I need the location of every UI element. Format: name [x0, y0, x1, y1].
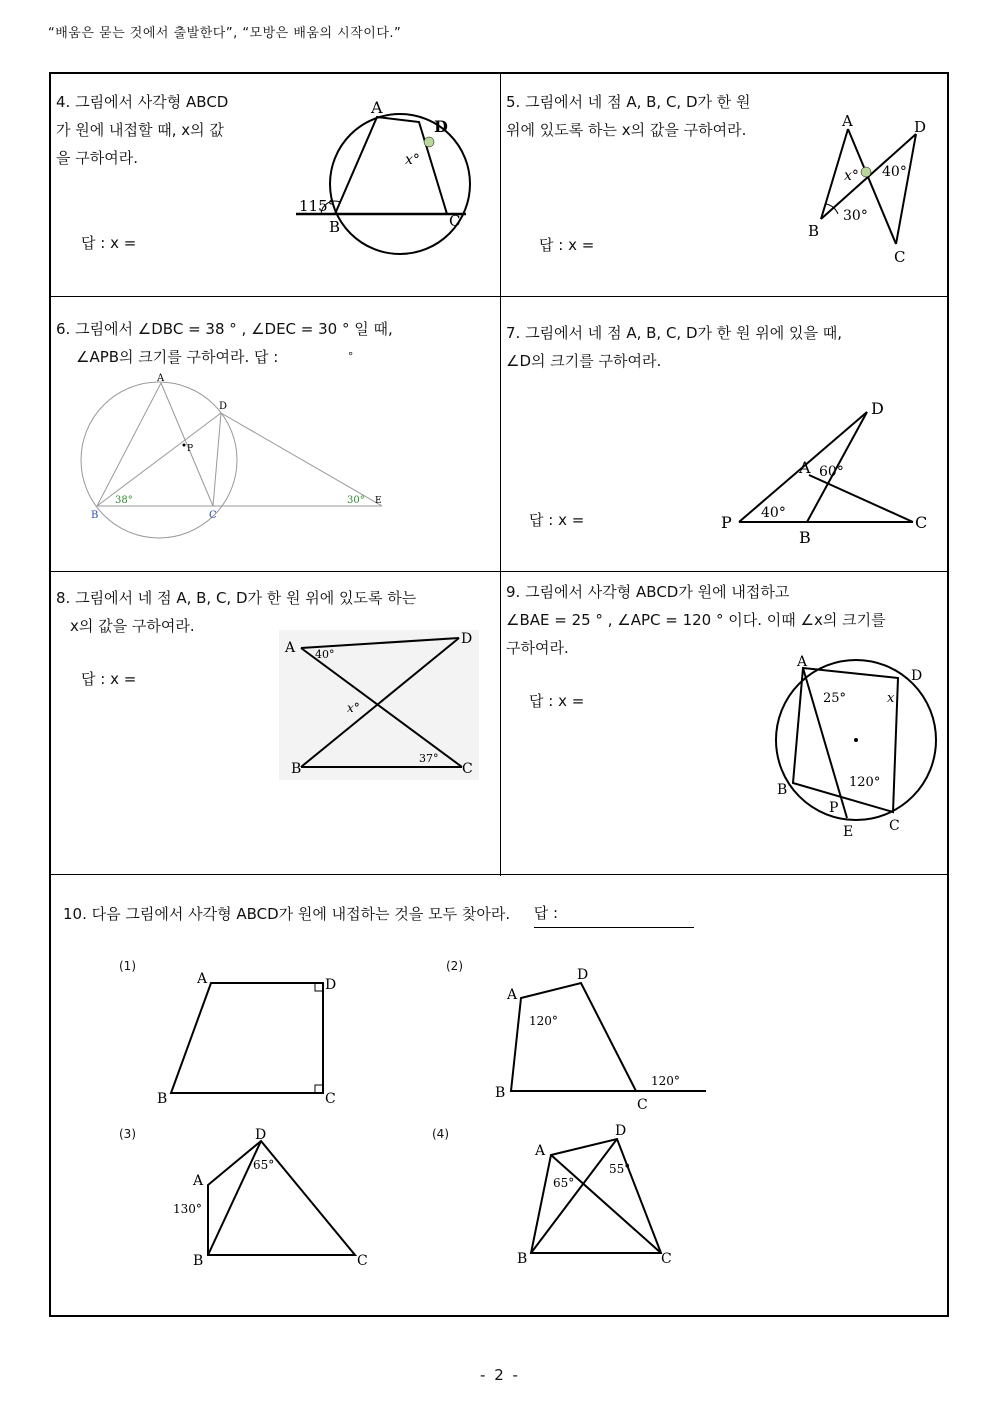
q8-figure — [279, 630, 479, 780]
q10-fig4-B: B — [517, 1251, 528, 1267]
q5-angle-30: 30° — [843, 208, 868, 224]
q10-fig2-angle2: 120° — [651, 1074, 680, 1088]
q10-question: 10. 다음 그림에서 사각형 ABCD가 원에 내접하는 것을 모두 찾아라. — [63, 905, 511, 923]
q10-fig1-C: C — [325, 1091, 336, 1107]
q10-fig4-A: A — [535, 1143, 546, 1159]
q8-label-C: C — [462, 761, 473, 777]
q10-fig2 — [491, 963, 731, 1113]
q5-label-D: D — [914, 118, 927, 136]
q8-label-A: A — [285, 640, 296, 656]
question-8 — [51, 572, 500, 874]
q10-fig2-num: (2) — [446, 959, 463, 973]
q9-line2: ∠BAE = 25 ° , ∠APC = 120 ° 이다. 이때 ∠x의 크기를 — [506, 611, 886, 629]
q10-fig2-D: D — [577, 967, 589, 983]
q6-label-P: P — [187, 444, 194, 454]
q7-line2: ∠D의 크기를 구하여라. — [506, 352, 662, 370]
q6-label-A: A — [157, 373, 165, 384]
q7-label-P: P — [721, 513, 732, 532]
q9-line3: 구하여라. — [506, 639, 569, 657]
q4-line3: 을 구하여라. — [56, 149, 138, 167]
q9-answer: 답 : x = — [529, 692, 585, 710]
q10-fig3-num: (3) — [119, 1127, 136, 1141]
question-7 — [501, 297, 947, 571]
q5-figure — [806, 114, 946, 264]
q7-label-C: C — [915, 513, 928, 532]
q7-label-D: D — [871, 399, 884, 418]
q4-line2: 가 원에 내접할 때, x의 값 — [56, 121, 224, 139]
q8-line2: x의 값을 구하여라. — [70, 617, 195, 635]
q4-label-A: A — [371, 98, 383, 117]
q7-label-B: B — [799, 528, 811, 547]
q8-answer: 답 : x = — [81, 670, 137, 688]
q10-fig1-num: (1) — [119, 959, 136, 973]
q8-angle-x: x° — [347, 701, 360, 715]
q10-fig3-C: C — [357, 1253, 368, 1269]
question-10 — [51, 875, 947, 1317]
q10-fig2-angle1: 120° — [529, 1014, 558, 1028]
q4-line1: 4. 그림에서 사각형 ABCD — [56, 93, 229, 111]
q6-degree: ° — [347, 350, 354, 363]
q8-line1: 8. 그림에서 네 점 A, B, C, D가 한 원 위에 있도록 하는 — [56, 589, 417, 607]
q10-fig3-B: B — [193, 1253, 204, 1269]
q5-label-A: A — [842, 112, 853, 130]
q7-answer: 답 : x = — [529, 511, 585, 529]
q5-label-B: B — [808, 222, 820, 240]
q9-label-P: P — [829, 800, 839, 816]
q8-label-B: B — [291, 761, 302, 777]
q10-fig3-D: D — [255, 1127, 267, 1143]
question-6 — [51, 297, 500, 571]
question-5 — [501, 74, 947, 296]
q4-label-C: C — [449, 212, 461, 230]
q8-label-D: D — [461, 631, 473, 647]
q5-answer: 답 : x = — [539, 236, 595, 254]
q10-fig3-A: A — [193, 1173, 204, 1189]
q6-angle-38: 38° — [115, 495, 133, 506]
q5-angle-x: x° — [844, 168, 859, 184]
q10-fig4 — [511, 1125, 731, 1285]
q7-angle-60: 60° — [819, 464, 844, 480]
q4-label-B: B — [329, 218, 341, 236]
q10-fig2-A: A — [507, 987, 518, 1003]
q10-fig1 — [151, 965, 371, 1115]
q6-label-B: B — [91, 510, 99, 521]
q9-figure — [761, 654, 961, 840]
q9-line1: 9. 그림에서 사각형 ABCD가 원에 내접하고 — [506, 583, 790, 601]
q10-fig4-angle2: 55° — [609, 1162, 631, 1176]
header-quote: “배움은 묻는 것에서 출발한다”, “모방은 배움의 시작이다.” — [48, 26, 402, 41]
q10-fig4-C: C — [661, 1251, 672, 1267]
q6-line2: ∠APB의 크기를 구하여라. 답 : — [76, 348, 279, 366]
q10-fig3-angle2: 65° — [253, 1158, 275, 1172]
q6-label-C: C — [209, 510, 217, 521]
q5-label-C: C — [894, 248, 906, 266]
q10-fig1-D: D — [325, 977, 337, 993]
q9-angle-120: 120° — [849, 775, 881, 790]
q7-angle-40: 40° — [761, 505, 786, 521]
q6-angle-30: 30° — [347, 495, 365, 506]
q6-label-E: E — [375, 496, 382, 506]
question-9 — [501, 572, 947, 874]
q10-fig4-num: (4) — [432, 1127, 449, 1141]
q7-figure — [721, 397, 941, 547]
q4-figure — [291, 84, 491, 264]
q9-label-A: A — [797, 654, 808, 670]
q6-figure — [79, 373, 399, 535]
q9-angle-25: 25° — [823, 691, 847, 706]
q10-answer: 답 : — [533, 904, 558, 922]
q7-line1: 7. 그림에서 네 점 A, B, C, D가 한 원 위에 있을 때, — [506, 324, 843, 342]
question-4 — [51, 74, 500, 296]
q4-answer: 답 : x = — [81, 234, 137, 252]
q10-fig3 — [173, 1127, 403, 1277]
q5-line1: 5. 그림에서 네 점 A, B, C, D가 한 원 — [506, 93, 751, 111]
q10-answer-blank — [534, 899, 694, 928]
q10-fig1-B: B — [157, 1091, 168, 1107]
page-number: - 2 - — [480, 1366, 520, 1384]
q10-fig2-B: B — [495, 1085, 506, 1101]
q10-fig1-A: A — [197, 971, 208, 987]
q10-fig4-angle1: 65° — [553, 1176, 575, 1190]
q5-angle-40: 40° — [882, 164, 907, 180]
q9-label-E: E — [843, 824, 854, 840]
q10-fig2-C: C — [637, 1097, 648, 1113]
q8-angle-40: 40° — [315, 648, 335, 661]
q10-fig3-angle1: 130° — [173, 1202, 202, 1216]
q9-label-D: D — [911, 668, 923, 684]
q6-line1: 6. 그림에서 ∠DBC = 38 ° , ∠DEC = 30 ° 일 때, — [56, 320, 393, 338]
q5-line2: 위에 있도록 하는 x의 값을 구하여라. — [506, 121, 747, 139]
q10-fig4-D: D — [615, 1123, 627, 1139]
q9-angle-x: x — [887, 691, 895, 706]
q7-label-A: A — [799, 458, 811, 477]
q8-angle-37: 37° — [419, 752, 439, 765]
worksheet — [49, 72, 949, 1317]
q4-angle-115: 115° — [299, 197, 336, 215]
q9-label-C: C — [889, 818, 900, 834]
q9-label-B: B — [777, 782, 788, 798]
q4-angle-x: x° — [405, 152, 420, 168]
q4-label-D: D — [434, 117, 448, 136]
q6-label-D: D — [219, 401, 228, 412]
